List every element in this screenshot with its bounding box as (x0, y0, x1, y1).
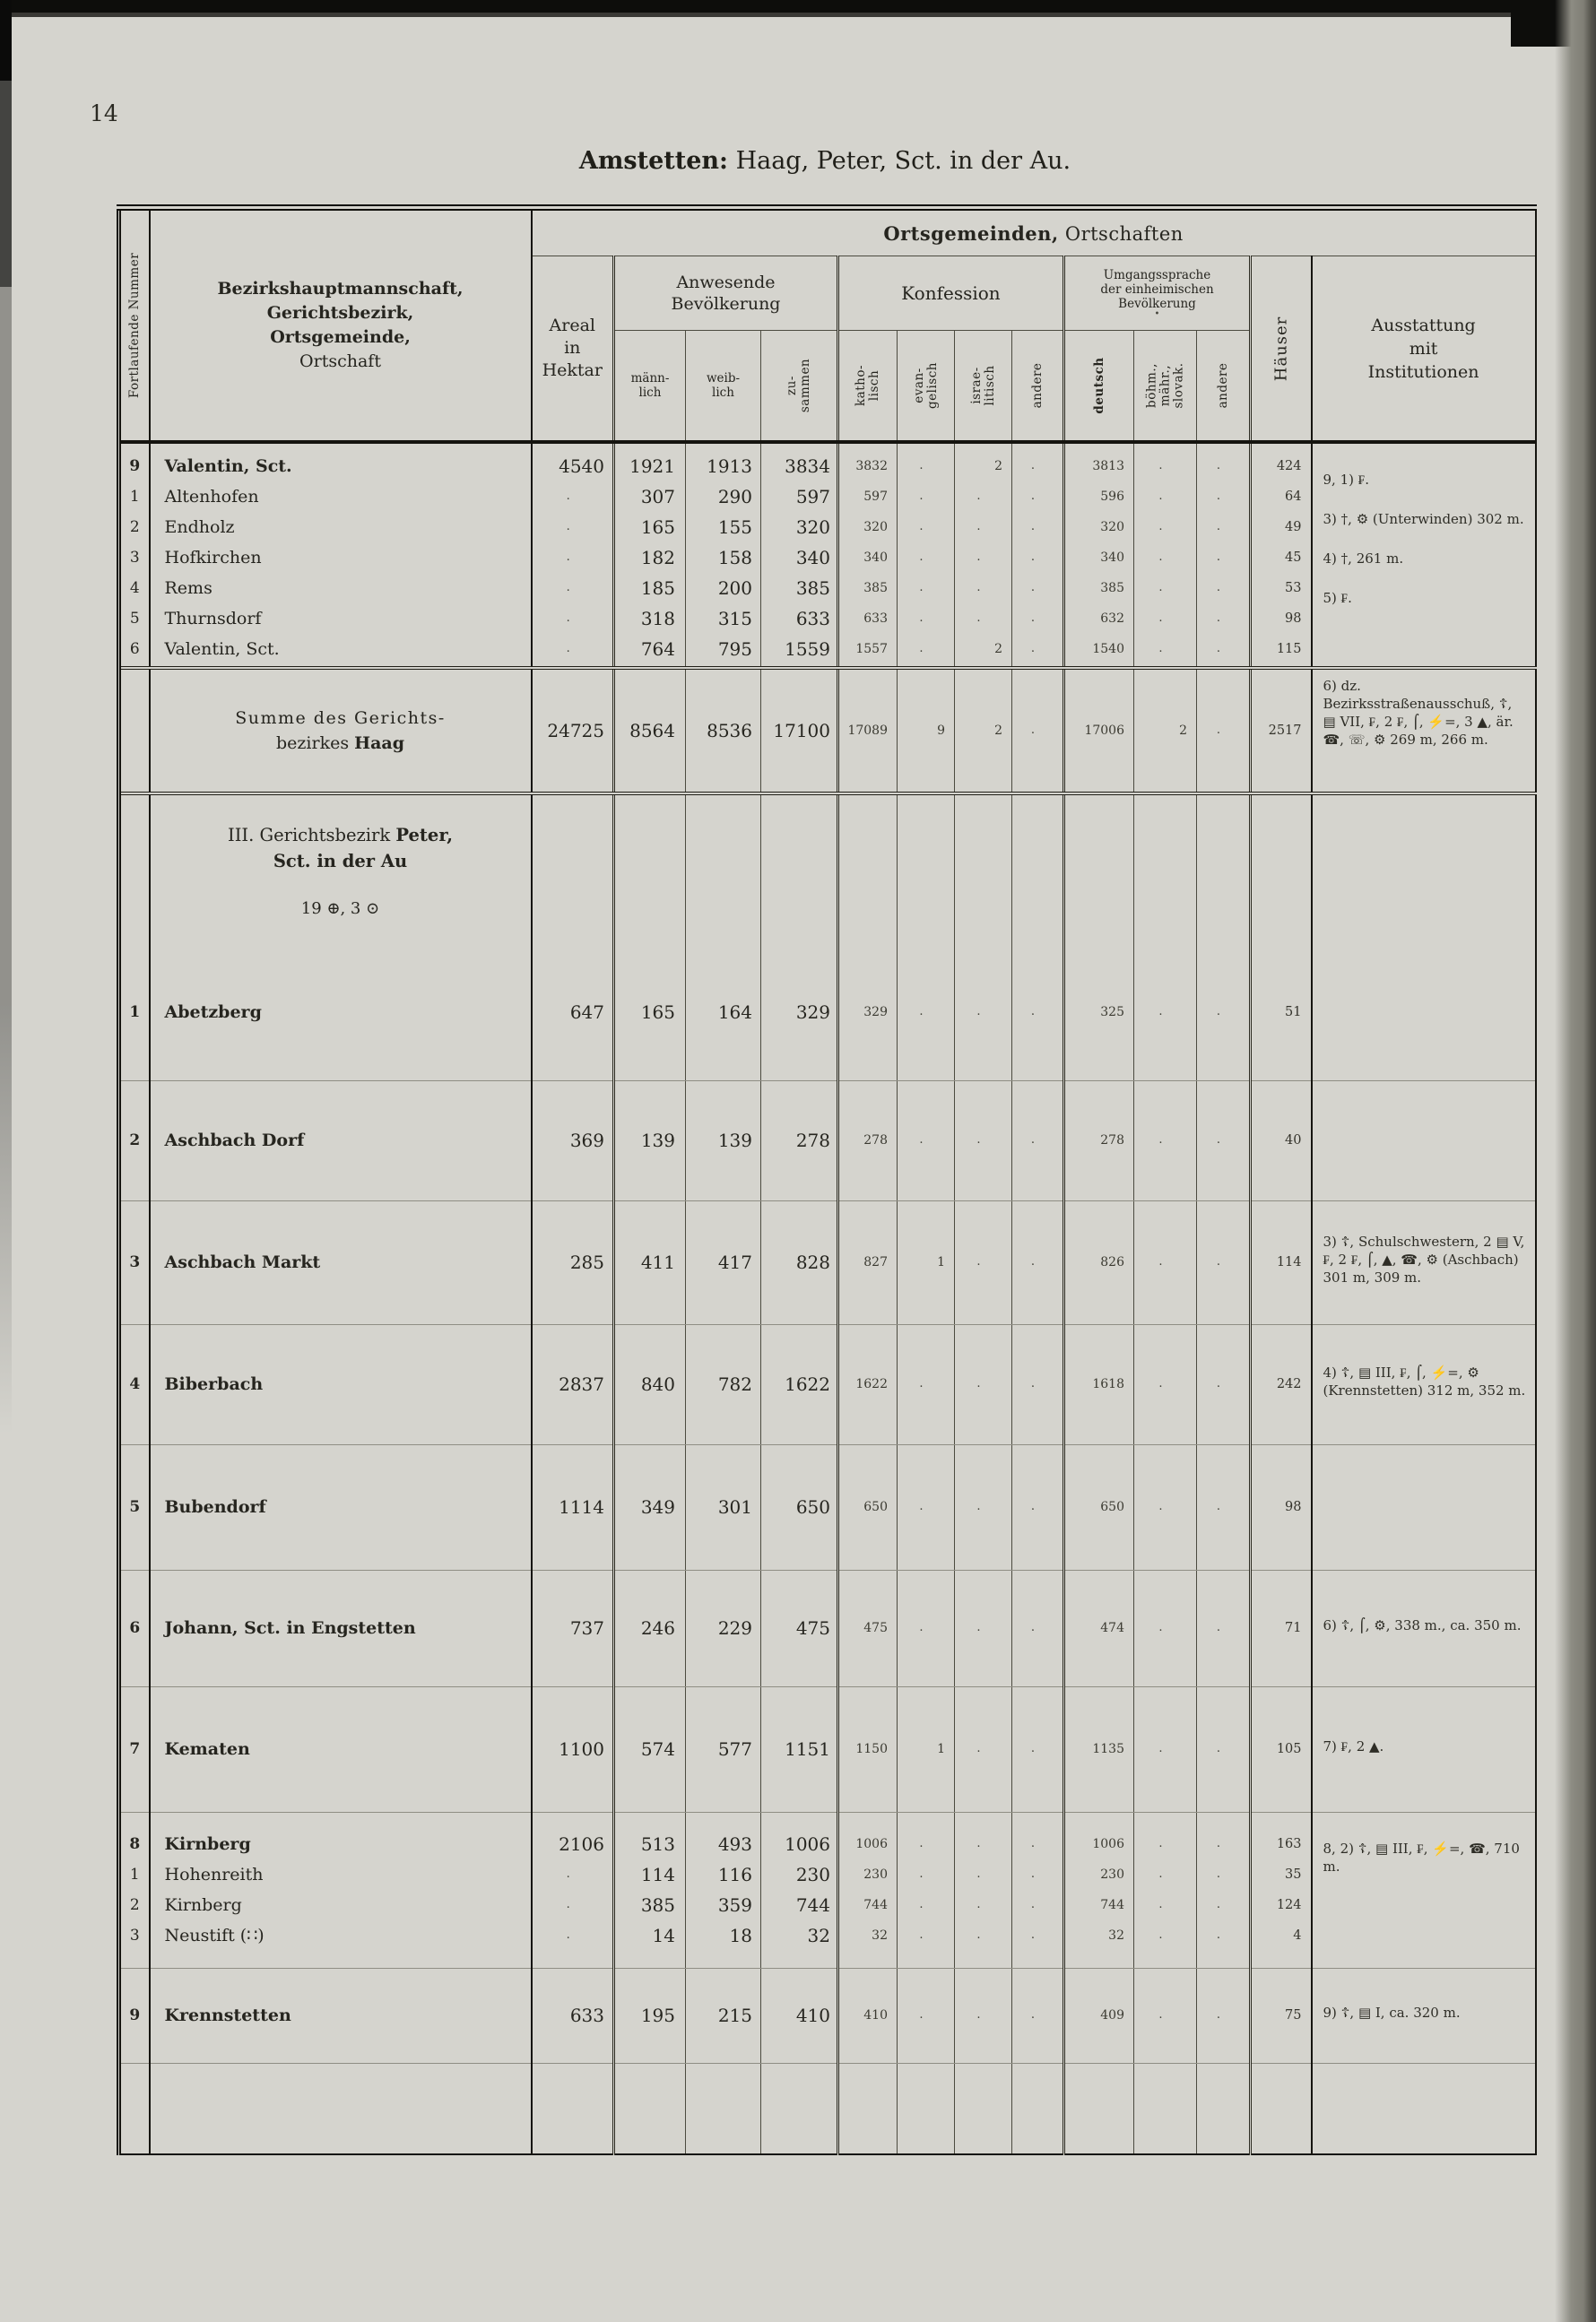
cell-ev: 1 (898, 1200, 955, 1324)
cell-name: Biberbach (150, 1324, 532, 1444)
cell-w: 164 (686, 944, 761, 1080)
cell-zus: 17100 (761, 668, 838, 793)
sub-header-maennlich: männ- lich (614, 331, 686, 443)
table-header (119, 208, 1536, 443)
cell-ev: . (898, 1570, 955, 1686)
cell-ev: . (898, 1444, 955, 1570)
cell-zus: 475 (761, 1570, 838, 1686)
cell-de: 826 (1064, 1200, 1134, 1324)
cell-and2: . (1197, 1324, 1251, 1444)
table-row (119, 1080, 1536, 1200)
cell-name: Kematen (150, 1686, 532, 1812)
table-row (119, 1200, 1536, 1324)
cell-ev: . (898, 944, 955, 1080)
cell-kath: 475 (838, 1570, 898, 1686)
table-row (119, 1444, 1536, 1570)
cell-boehm: . (1134, 944, 1197, 1080)
table-row (119, 793, 1536, 944)
cell-m: 195 (614, 1968, 686, 2063)
cell-m: 574 (614, 1686, 686, 1812)
cell-num: 1 (119, 944, 150, 1080)
col-header-ausstattung: Ausstattung mit Institutionen (1312, 256, 1536, 443)
cell-ev: . . . . (898, 1812, 955, 1968)
cell-w (686, 793, 761, 944)
cell-and2: . (1197, 1080, 1251, 1200)
cell-kath (838, 2063, 898, 2154)
sub-header-deutsch: deutsch (1064, 331, 1134, 443)
cell-m: 349 (614, 1444, 686, 1570)
cell-isr: . (955, 1968, 1012, 2063)
cell-boehm: 2 (1134, 668, 1197, 793)
cell-name: Summe des Gerichts- bezirkes Haag (150, 668, 532, 793)
cell-zus: 1622 (761, 1324, 838, 1444)
cell-zus (761, 793, 838, 944)
cell-areal: 2106 . . . (532, 1812, 614, 1968)
cell-haus: 51 (1251, 944, 1312, 1080)
scan-edge-right (1555, 0, 1596, 2322)
cell-de: 650 (1064, 1444, 1134, 1570)
table-row (119, 2063, 1536, 2154)
cell-and (1012, 793, 1064, 944)
cell-ausstattung-note: 8, 2) ☦, ▤ III, ₣, ⚡=, ☎, 710 m. (1312, 1812, 1536, 1968)
cell-boehm: . (1134, 1444, 1197, 1570)
cell-m: 513 114 385 14 (614, 1812, 686, 1968)
group-header-umgangssprache: Umgangssprache der einheimischen Bevölkerung • (1064, 256, 1251, 331)
col-header-fortlaufende-nummer: Fortlaufende Nummer (127, 252, 143, 399)
cell-ausstattung-note: 7) ₣, 2 ▲. (1312, 1686, 1536, 1812)
cell-zus: 3834 597 320 340 385 633 1559 (761, 442, 838, 668)
cell-and2: . (1197, 1968, 1251, 2063)
cell-ev: . (898, 1324, 955, 1444)
cell-boehm: . (1134, 1080, 1197, 1200)
cell-and2: . (1197, 1444, 1251, 1570)
cell-and: . (1012, 1968, 1064, 2063)
cell-kath: 827 (838, 1200, 898, 1324)
cell-isr (955, 793, 1012, 944)
cell-areal: 2837 (532, 1324, 614, 1444)
page-title (117, 147, 1533, 175)
cell-m: 840 (614, 1324, 686, 1444)
cell-isr (955, 2063, 1012, 2154)
cell-haus: 105 (1251, 1686, 1312, 1812)
cell-de: 474 (1064, 1570, 1134, 1686)
cell-areal: 4540 . . . . . . (532, 442, 614, 668)
cell-ausstattung-note: 9) ☦, ▤ I, ca. 320 m. (1312, 1968, 1536, 2063)
table-row (119, 1324, 1536, 1444)
page-number: 14 (90, 100, 118, 126)
cell-and: . (1012, 1080, 1064, 1200)
group-header-konfession: Konfession (838, 256, 1064, 331)
cell-and: . . . . (1012, 1812, 1064, 1968)
group-header-anwesende-bevoelkerung: Anwesende Bevölkerung (614, 256, 838, 331)
cell-num (119, 668, 150, 793)
cell-haus: 75 (1251, 1968, 1312, 2063)
scan-edge-top (0, 0, 1596, 13)
cell-haus: 424 64 49 45 53 98 115 (1251, 442, 1312, 668)
cell-and2 (1197, 2063, 1251, 2154)
cell-ev: . (898, 1968, 955, 2063)
cell-areal: 737 (532, 1570, 614, 1686)
cell-m (614, 793, 686, 944)
cell-ausstattung-note (1312, 1444, 1536, 1570)
cell-areal: 24725 (532, 668, 614, 793)
cell-and2: . (1197, 1570, 1251, 1686)
cell-num: 2 (119, 1080, 150, 1200)
cell-and2 (1197, 793, 1251, 944)
cell-and (1012, 2063, 1064, 2154)
sub-header-israelitisch: israe- litisch (955, 331, 1012, 443)
cell-m: 8564 (614, 668, 686, 793)
cell-w: 215 (686, 1968, 761, 2063)
cell-isr: . (955, 1444, 1012, 1570)
cell-kath: 1006 230 744 32 (838, 1812, 898, 1968)
cell-ausstattung-note (1312, 944, 1536, 1080)
cell-and: . (1012, 1444, 1064, 1570)
table-row (119, 668, 1536, 793)
cell-and: . (1012, 1200, 1064, 1324)
cell-isr: . (955, 1570, 1012, 1686)
cell-de (1064, 2063, 1134, 2154)
cell-haus: 242 (1251, 1324, 1312, 1444)
cell-areal: 633 (532, 1968, 614, 2063)
cell-areal (532, 793, 614, 944)
cell-haus: 71 (1251, 1570, 1312, 1686)
col-header-ortsgemeinden-ortschaften: Ortsgemeinden, Ortschaften (532, 208, 1536, 256)
cell-kath: 278 (838, 1080, 898, 1200)
cell-isr: . (955, 1200, 1012, 1324)
cell-haus: 40 (1251, 1080, 1312, 1200)
col-header-bezirkshauptmannschaft: Bezirkshauptmannschaft, Gerichtsbezirk, Ortsgemeinde, Ortschaft (150, 208, 532, 443)
cell-kath: 1150 (838, 1686, 898, 1812)
cell-w: 8536 (686, 668, 761, 793)
gazetteer-table (117, 204, 1537, 2155)
cell-kath: 650 (838, 1444, 898, 1570)
cell-boehm: . (1134, 1968, 1197, 2063)
sub-header-andere-sprache: andere (1197, 331, 1251, 443)
cell-de: 278 (1064, 1080, 1134, 1200)
cell-boehm: . . . . . . . (1134, 442, 1197, 668)
cell-kath: 3832 597 320 340 385 633 1557 (838, 442, 898, 668)
sub-header-weiblich: weib- lich (686, 331, 761, 443)
cell-boehm: . (1134, 1324, 1197, 1444)
cell-name: Bubendorf (150, 1444, 532, 1570)
cell-zus: 1151 (761, 1686, 838, 1812)
cell-ausstattung-note (1312, 793, 1536, 944)
cell-name: Kirnberg Hohenreith Kirnberg Neustift (∷) (150, 1812, 532, 1968)
cell-w: 139 (686, 1080, 761, 1200)
cell-isr: . (955, 1686, 1012, 1812)
cell-kath: 329 (838, 944, 898, 1080)
cell-boehm: . (1134, 1200, 1197, 1324)
cell-ausstattung-note: 6) ☦, ⌠, ⚙, 338 m., ca. 350 m. (1312, 1570, 1536, 1686)
cell-de (1064, 793, 1134, 944)
cell-ausstattung-note: 4) ☦, ▤ III, ₣, ⌠, ⚡=, ⚙ (Krennstetten) 312 m, 352 m. (1312, 1324, 1536, 1444)
cell-w: 417 (686, 1200, 761, 1324)
cell-num: 7 (119, 1686, 150, 1812)
cell-and2: . . . . (1197, 1812, 1251, 1968)
cell-ev (898, 793, 955, 944)
cell-ev: . . . . . . . (898, 442, 955, 668)
cell-and2: . (1197, 1200, 1251, 1324)
cell-areal: 285 (532, 1200, 614, 1324)
cell-and: . (1012, 1570, 1064, 1686)
cell-m: 246 (614, 1570, 686, 1686)
table-row (119, 442, 1536, 668)
cell-ausstattung-note (1312, 2063, 1536, 2154)
table-row (119, 1686, 1536, 1812)
cell-num: 5 (119, 1444, 150, 1570)
cell-ev: 9 (898, 668, 955, 793)
cell-zus: 650 (761, 1444, 838, 1570)
cell-de: 409 (1064, 1968, 1134, 2063)
cell-and2: . . . . . . . (1197, 442, 1251, 668)
cell-w: 1913 290 155 158 200 315 795 (686, 442, 761, 668)
scan-edge-top-shadow (0, 13, 1596, 17)
cell-haus: 98 (1251, 1444, 1312, 1570)
cell-zus: 329 (761, 944, 838, 1080)
cell-de: 1135 (1064, 1686, 1134, 1812)
cell-num: 4 (119, 1324, 150, 1444)
cell-areal (532, 2063, 614, 2154)
sub-header-zusammen: zu- sammen (761, 331, 838, 443)
cell-zus: 410 (761, 1968, 838, 2063)
cell-kath: 410 (838, 1968, 898, 2063)
cell-areal: 1100 (532, 1686, 614, 1812)
cell-w: 577 (686, 1686, 761, 1812)
cell-m: 1921 307 165 182 185 318 764 (614, 442, 686, 668)
cell-and: . (1012, 1686, 1064, 1812)
sub-header-andere-konfession: andere (1012, 331, 1064, 443)
cell-isr: . . . . (955, 1812, 1012, 1968)
cell-name: Valentin, Sct. Altenhofen Endholz Hofkirchen Rems Thurnsdorf Valentin, Sct. (150, 442, 532, 668)
cell-and: . (1012, 1324, 1064, 1444)
cell-and2: . (1197, 668, 1251, 793)
cell-w: 782 (686, 1324, 761, 1444)
cell-and: . (1012, 668, 1064, 793)
cell-isr: 2 (955, 668, 1012, 793)
cell-w: 301 (686, 1444, 761, 1570)
cell-haus (1251, 793, 1312, 944)
cell-ev: 1 (898, 1686, 955, 1812)
cell-boehm: . (1134, 1686, 1197, 1812)
cell-num: 6 (119, 1570, 150, 1686)
cell-m: 411 (614, 1200, 686, 1324)
cell-name (150, 2063, 532, 2154)
cell-zus (761, 2063, 838, 2154)
cell-areal: 647 (532, 944, 614, 1080)
cell-name: Krennstetten (150, 1968, 532, 2063)
cell-num: 9 (119, 1968, 150, 2063)
cell-isr: . (955, 1080, 1012, 1200)
sub-header-katholisch: katho- lisch (838, 331, 898, 443)
table-body (119, 442, 1536, 2154)
cell-name: Aschbach Markt (150, 1200, 532, 1324)
cell-boehm (1134, 793, 1197, 944)
page-title-rest: Haag, Peter, Sct. in der Au. (727, 147, 1071, 175)
cell-haus: 2517 (1251, 668, 1312, 793)
table-row (119, 944, 1536, 1080)
cell-isr: 2 . . . . . 2 (955, 442, 1012, 668)
cell-de: 1006 230 744 32 (1064, 1812, 1134, 1968)
cell-haus (1251, 2063, 1312, 2154)
cell-ausstattung-note (1312, 1080, 1536, 1200)
cell-areal: 1114 (532, 1444, 614, 1570)
cell-kath: 1622 (838, 1324, 898, 1444)
cell-ausstattung-note: 9, 1) ₣. 3) †, ⚙ (Unterwinden) 302 m. 4) †, 261 m. 5) ₣. (1312, 442, 1536, 668)
scan-edge-left (0, 0, 12, 1434)
cell-ev: . (898, 1080, 955, 1200)
cell-name: Johann, Sct. in Engstetten (150, 1570, 532, 1686)
cell-isr: . (955, 944, 1012, 1080)
cell-zus: 828 (761, 1200, 838, 1324)
cell-areal: 369 (532, 1080, 614, 1200)
cell-boehm: . (1134, 1570, 1197, 1686)
cell-de: 325 (1064, 944, 1134, 1080)
cell-haus: 114 (1251, 1200, 1312, 1324)
col-header-haeuser: Häuser (1251, 256, 1312, 443)
cell-w: 493 116 359 18 (686, 1812, 761, 1968)
cell-num (119, 2063, 150, 2154)
cell-num (119, 793, 150, 944)
cell-and: . (1012, 944, 1064, 1080)
cell-ev (898, 2063, 955, 2154)
cell-kath: 17089 (838, 668, 898, 793)
cell-num: 8 1 2 3 (119, 1812, 150, 1968)
cell-de: 3813 596 320 340 385 632 1540 (1064, 442, 1134, 668)
cell-ausstattung-note: 3) ☦, Schulschwestern, 2 ▤ V, ₣, 2 ₣, ⌠, ▲, ☎, ⚙ (Aschbach) 301 m, 309 m. (1312, 1200, 1536, 1324)
cell-name: Abetzberg (150, 944, 532, 1080)
cell-boehm: . . . . (1134, 1812, 1197, 1968)
cell-kath (838, 793, 898, 944)
cell-boehm (1134, 2063, 1197, 2154)
cell-and2: . (1197, 1686, 1251, 1812)
cell-isr: . (955, 1324, 1012, 1444)
cell-num: 9 1 2 3 4 5 6 (119, 442, 150, 668)
page-title-bold: Amstetten: (578, 147, 728, 175)
cell-m: 165 (614, 944, 686, 1080)
cell-num: 3 (119, 1200, 150, 1324)
table-row (119, 1570, 1536, 1686)
cell-de: 1618 (1064, 1324, 1134, 1444)
cell-m: 139 (614, 1080, 686, 1200)
cell-name: Aschbach Dorf (150, 1080, 532, 1200)
cell-w (686, 2063, 761, 2154)
cell-ausstattung-note: 6) dz. Bezirksstraßenausschuß, ☦, ▤ VII, ₣, 2 ₣, ⌠, ⚡=, 3 ▲, är. ☎, ☏, ⚙ 269 m, 266 m. (1312, 668, 1536, 793)
sub-header-boehmisch-maehrisch-slovakisch: böhm., mähr., slovak. (1134, 331, 1197, 443)
cell-haus: 163 35 124 4 (1251, 1812, 1312, 1968)
cell-and2: . (1197, 944, 1251, 1080)
table-row (119, 1968, 1536, 2063)
cell-zus: 278 (761, 1080, 838, 1200)
cell-and: . . . . . . . (1012, 442, 1064, 668)
cell-de: 17006 (1064, 668, 1134, 793)
cell-name: III. Gerichtsbezirk Peter, Sct. in der Au 19 ⊕, 3 ⊙ (150, 793, 532, 944)
table-row (119, 1812, 1536, 1968)
cell-w: 229 (686, 1570, 761, 1686)
cell-m (614, 2063, 686, 2154)
col-header-areal: Areal in Hektar (532, 256, 614, 443)
sub-header-evangelisch: evan- gelisch (898, 331, 955, 443)
cell-zus: 1006 230 744 32 (761, 1812, 838, 1968)
